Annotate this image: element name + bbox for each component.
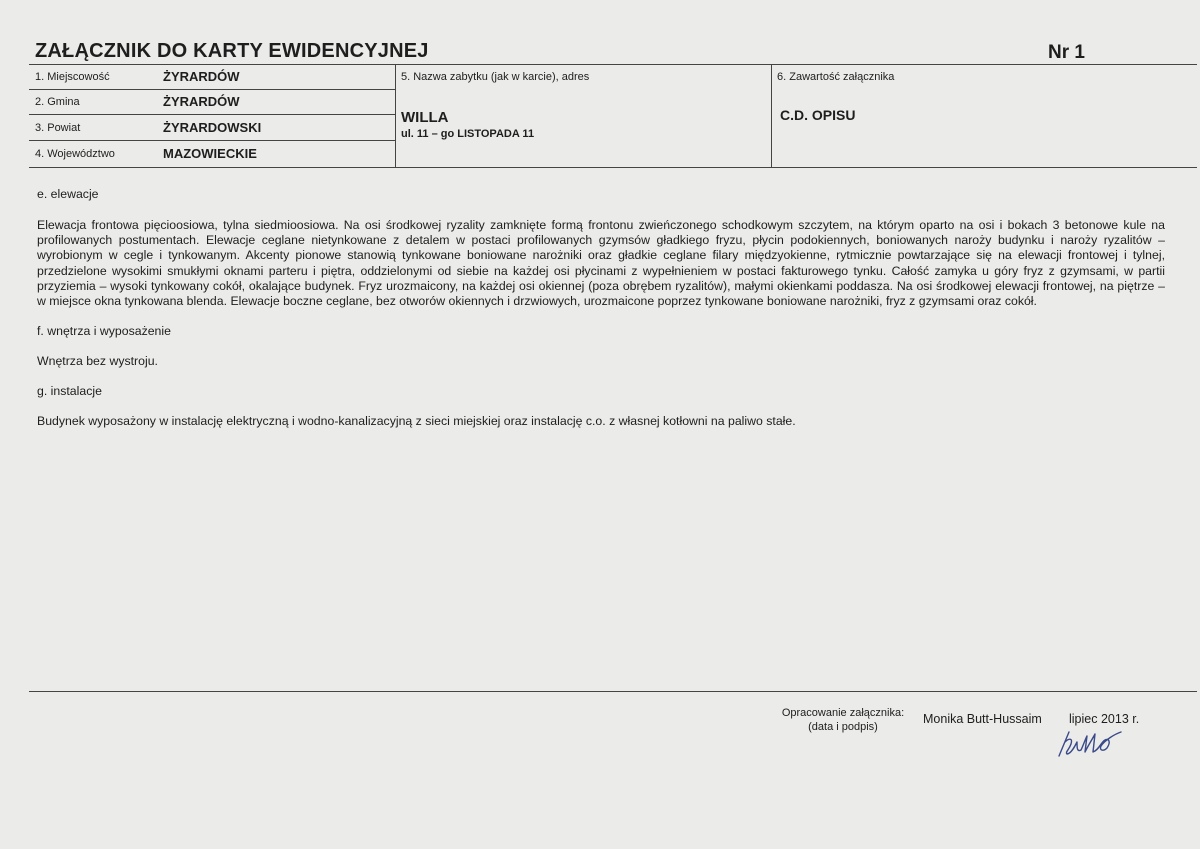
signature-icon [1055,724,1125,760]
header-table [29,64,1197,168]
section-text-interiors: Wnętrza bez wystroju. [37,354,158,368]
monument-name: WILLA [401,109,449,126]
location-value: ŻYRARDOWSKI [163,120,262,135]
document-number: Nr 1 [1048,42,1085,63]
attachment-label: 6. Zawartość załącznika [777,71,895,83]
section-text-elevations: Elewacja frontowa pięcioosiowa, tylna siedmioosiowa. Na osi środkowej ryzality zamknięte formą frontonu zwieńczonego schodkowym szczytem, na którym oparto na osi i bokach 3 betonowe kule na profilowanych postumentach. Elewacje ceglane nietynkowane z detalem w postaci profilowanych gzymsów gładkiego fryzu, płycin podokiennych, boniowanych naroży budynku i naroży ryzalitów – wyrobionym w cegle i tynkowanym. Akcenty pionowe stanowią tynkowane boniowane narożniki oraz gładkie ceglane filary międzyokienne, rytmicznie powtarzające się na elewacji frontowej i tylnej, przedzielone wysokimi smukłymi oknami parteru i piętra, oddzielonymi od siebie na każdej osi płycinami z wypełnieniem w postaci fakturowego tynku. Całość zamyka u góry fryz z gzymsami, w partii przyziemia – wysoki tynkowany cokół, okalające budynek. Fryz urozmaicony, na każdej osi okiennej (poza obrębem ryzalitów), małymi okienkami poddasza. Na osi środkowej elewacji frontowej, na piętrze – w miejsce okna tynkowana blenda. Elewacje boczne ceglane, bez otworów okiennych i drzwiowych, urozmaicone poprzez tynkowane boniowane narożniki, fryz z gzymsami oraz cokół. [37,218,1165,309]
section-heading-interiors: f. wnętrza i wyposażenie [37,324,171,338]
location-value: ŻYRARDÓW [163,69,240,84]
location-label: 1. Miejscowość [35,71,110,83]
location-row-voivodeship [29,142,395,167]
footer-divider [29,691,1197,692]
location-column [29,65,395,168]
location-row-town [29,65,395,90]
section-heading-elevations: e. elewacje [37,187,99,201]
location-row-county [29,116,395,141]
section-heading-installations: g. instalacje [37,384,102,398]
attachment-column [771,65,1197,168]
location-row-commune [29,90,395,115]
location-label: 3. Powiat [35,122,81,134]
prepared-by-label [768,706,918,734]
monument-column [395,65,771,168]
location-value: MAZOWIECKIE [163,146,257,161]
location-label: 2. Gmina [35,96,80,108]
monument-label: 5. Nazwa zabytku (jak w karcie), adres [401,71,590,83]
document-title: ZAŁĄCZNIK DO KARTY EWIDENCYJNEJ [35,40,429,62]
monument-address: ul. 11 – go LISTOPADA 11 [401,128,535,140]
location-label: 4. Województwo [35,148,115,160]
prepared-date: lipiec 2013 r. [1069,712,1140,726]
location-value: ŻYRARDÓW [163,94,240,109]
prepared-sublabel: (data i podpis) [808,721,878,733]
section-text-installations: Budynek wyposażony w instalację elektryczną i wodno-kanalizacyjną z sieci miejskiej oraz instalację c.o. z własnej kotłowni na paliwo stałe. [37,414,796,428]
author-name: Monika Butt-Hussaim [923,712,1042,726]
attachment-value: C.D. OPISU [780,107,856,123]
prepared-label: Opracowanie załącznika: [781,707,905,719]
